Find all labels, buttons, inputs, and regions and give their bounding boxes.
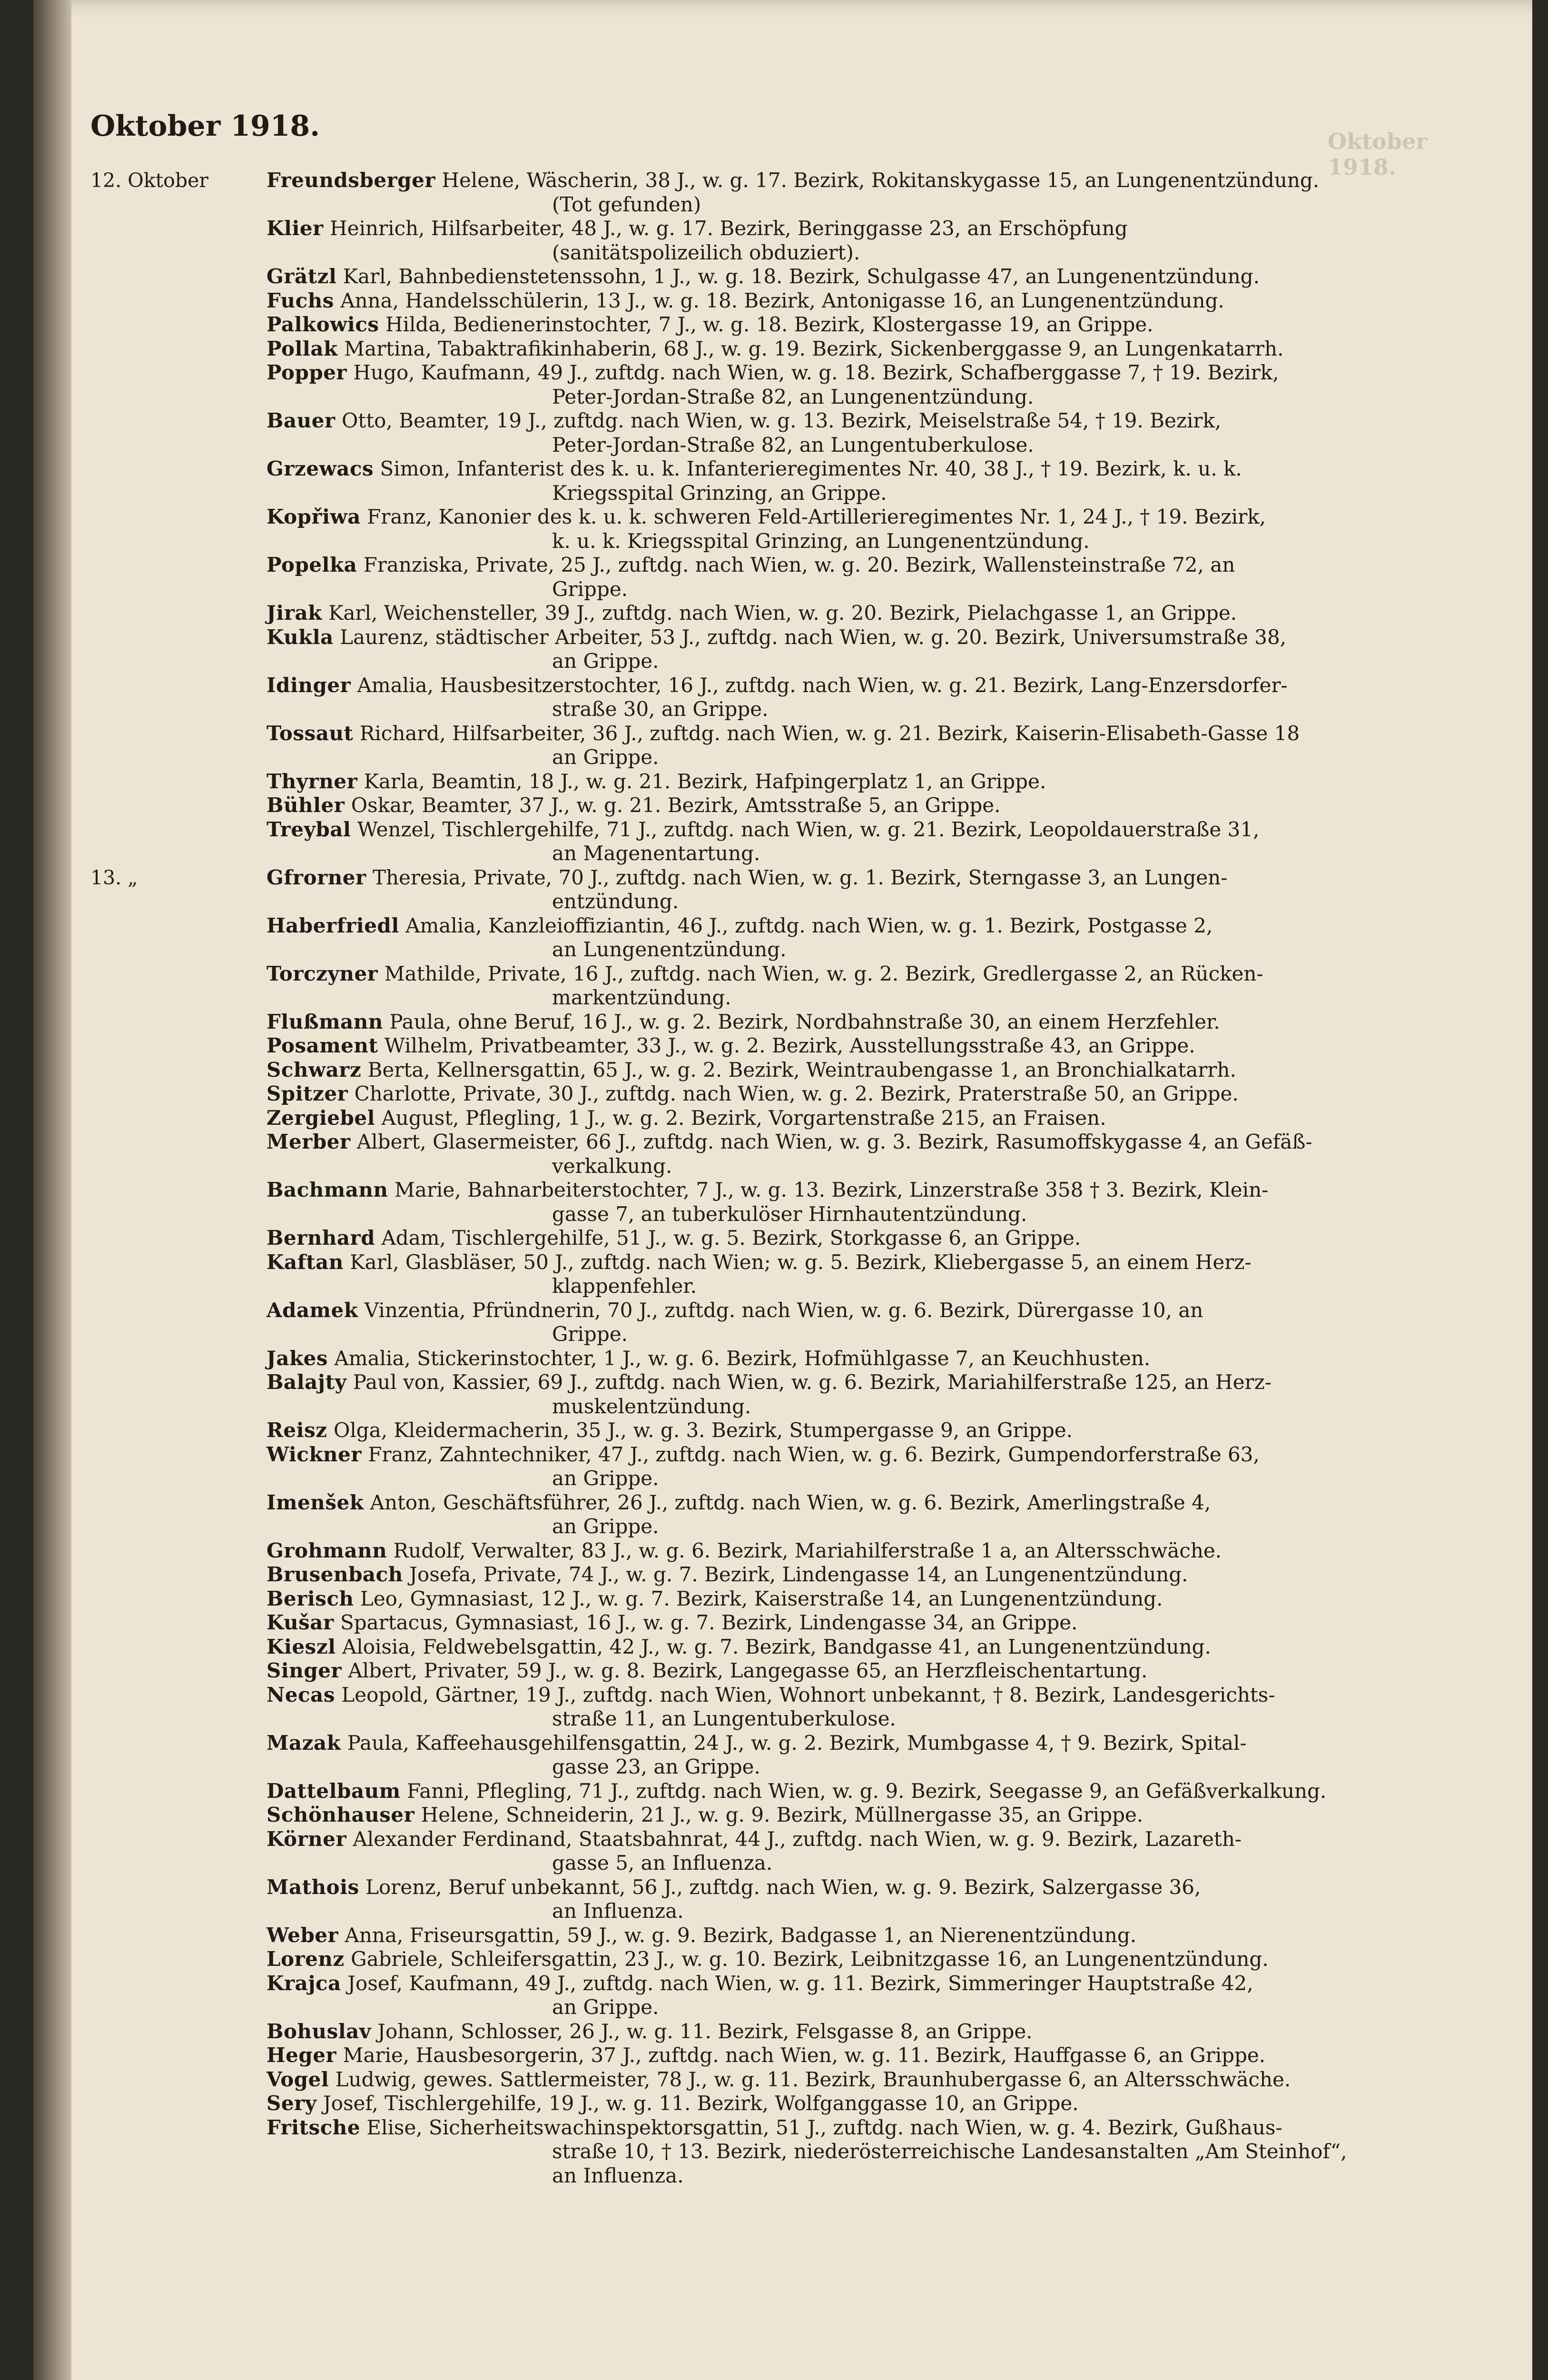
entry-surname: Thyrner (266, 769, 358, 793)
register-entry (90, 1347, 1413, 1371)
entry-surname: Krajca (266, 1971, 341, 1995)
register-entry (90, 2116, 1413, 2188)
entry-surname: Jakes (266, 1346, 328, 1370)
register-entry (90, 1779, 1413, 1804)
register-entry (90, 1058, 1413, 1082)
register-entry (90, 553, 1413, 601)
register-entry (90, 1924, 1413, 1948)
entry-continuation: (Tot gefunden) (552, 192, 701, 216)
entry-text: Berta, Kellnersgattin, 65 J., w. g. 2. Bezirk, Weintraubengasse 1, an Bronchialkatarrh. (367, 1058, 1236, 1081)
entry-text: Aloisia, Feldwebelsgattin, 42 J., w. g. 7. Bezirk, Bandgasse 41, an Lungenentzündung. (342, 1635, 1211, 1658)
entry-surname: Mazak (266, 1731, 341, 1755)
register-entry (90, 409, 1413, 457)
register-entry (90, 1034, 1413, 1058)
entry-text: Albert, Glasermeister, 66 J., zuftdg. nach Wien, w. g. 3. Bezirk, Rasumoffskygasse 4, an Gefäß- (356, 1130, 1312, 1153)
entry-surname: Klier (266, 217, 324, 240)
entry-surname: Spitzer (266, 1082, 348, 1105)
entry-surname: Kieszl (266, 1635, 336, 1658)
book-page (33, 0, 1532, 2380)
register-entry (90, 601, 1413, 625)
entry-text: Vinzentia, Pfründnerin, 70 J., zuftdg. nach Wien, w. g. 6. Bezirk, Dürergasse 10, an (364, 1298, 1203, 1322)
entry-surname: Kaftan (266, 1250, 344, 1274)
entry-surname: Wickner (266, 1442, 362, 1466)
register-entry (90, 818, 1413, 866)
entry-text: Laurenz, städtischer Arbeiter, 53 J., zuftdg. nach Wien, w. g. 20. Bezirk, Universumstraße 38, (340, 625, 1287, 649)
entry-continuation: an Influenza. (552, 2163, 684, 2187)
entry-continuation: Peter-Jordan-Straße 82, an Lungentuberkulose. (552, 433, 1034, 456)
entry-text: Olga, Kleidermacherin, 35 J., w. g. 3. Bezirk, Stumpergasse 9, an Grippe. (333, 1418, 1073, 1442)
entry-text: Karla, Beamtin, 18 J., w. g. 21. Bezirk, Hafpingerplatz 1, an Grippe. (364, 769, 1046, 793)
entry-surname: Berisch (266, 1587, 354, 1610)
register-entry (90, 1947, 1413, 1972)
register-entry (90, 313, 1413, 337)
register-entry (90, 1635, 1413, 1659)
entry-continuation: gasse 7, an tuberkulöser Hirnhautentzündung. (552, 1202, 1027, 1226)
entry-surname: Lorenz (266, 1947, 345, 1971)
register-entry (90, 169, 1413, 217)
register-entry (90, 1659, 1413, 1683)
entry-text: Wilhelm, Privatbeamter, 33 J., w. g. 2. Bezirk, Ausstellungsstraße 43, an Grippe. (384, 1034, 1195, 1057)
entry-text: Charlotte, Private, 30 J., zuftdg. nach Wien, w. g. 2. Bezirk, Praterstraße 50, an Grippe. (354, 1082, 1239, 1105)
entry-continuation: an Grippe. (552, 1515, 659, 1538)
entry-text: Helene, Wäscherin, 38 J., w. g. 17. Bezirk, Rokitanskygasse 15, an Lungenentzündung. (442, 169, 1320, 192)
register-entry (90, 1226, 1413, 1250)
register-entry (90, 866, 1413, 914)
entry-text: Adam, Tischlergehilfe, 51 J., w. g. 5. Bezirk, Storkgasse 6, an Grippe. (381, 1226, 1081, 1250)
page-content (90, 109, 1413, 2188)
entry-text: Josef, Kaufmann, 49 J., zuftdg. nach Wien, w. g. 11. Bezirk, Simmeringer Hauptstraße 42, (347, 1971, 1253, 1995)
register-entry (90, 1130, 1413, 1178)
register-entry (90, 1972, 1413, 2020)
entry-text: Fanni, Pflegling, 71 J., zuftdg. nach Wien, w. g. 9. Bezirk, Seegasse 9, an Gefäßverkalkung. (407, 1779, 1327, 1803)
entry-surname: Kušar (266, 1611, 334, 1634)
entry-text: Leopold, Gärtner, 19 J., zuftdg. nach Wien, Wohnort unbekannt, † 8. Bezirk, Landesgerichts- (341, 1683, 1275, 1706)
entry-text: Otto, Beamter, 19 J., zuftdg. nach Wien, w. g. 13. Bezirk, Meiselstraße 54, † 19. Bezirk, (341, 409, 1222, 432)
register-entry (90, 1491, 1413, 1539)
entry-continuation: an Grippe. (552, 1467, 659, 1490)
register-entry (90, 793, 1413, 818)
register-entry (90, 361, 1413, 409)
register-entry (90, 674, 1413, 722)
entry-surname: Palkowics (266, 313, 379, 336)
entry-continuation: straße 30, an Grippe. (552, 697, 769, 721)
entry-surname: Grohmann (266, 1538, 387, 1562)
entry-continuation: Grippe. (552, 1322, 628, 1346)
register-entry (90, 770, 1413, 794)
entry-text: Karl, Bahnbedienstetenssohn, 1 J., w. g. 18. Bezirk, Schulgasse 47, an Lungenentzündung. (343, 265, 1260, 288)
entry-continuation: an Influenza. (552, 1899, 684, 1923)
entry-text: Anna, Friseursgattin, 59 J., w. g. 9. Bezirk, Badgasse 1, an Nierenentzündung. (345, 1923, 1137, 1947)
entry-text: Hugo, Kaufmann, 49 J., zuftdg. nach Wien, w. g. 18. Bezirk, Schafberggasse 7, † 19. Bezirk, (353, 361, 1279, 384)
entry-surname: Grätzl (266, 265, 337, 288)
entry-surname: Singer (266, 1659, 342, 1682)
entry-continuation: muskelentzündung. (552, 1394, 751, 1418)
entry-text: Alexander Ferdinand, Staatsbahnrat, 44 J., zuftdg. nach Wien, w. g. 9. Bezirk, Lazareth- (353, 1827, 1242, 1851)
entry-text: Paul von, Kassier, 69 J., zuftdg. nach Wien, w. g. 6. Bezirk, Mariahilferstraße 125, an Herz- (353, 1370, 1272, 1394)
entry-text: Albert, Privater, 59 J., w. g. 8. Bezirk, Langegasse 65, an Herzfleischentartung. (348, 1659, 1148, 1682)
entry-text: Karl, Glasbläser, 50 J., zuftdg. nach Wien; w. g. 5. Bezirk, Kliebergasse 5, an einem Herz- (350, 1250, 1252, 1274)
register-entry (90, 2092, 1413, 2116)
entry-text: Rudolf, Verwalter, 83 J., w. g. 6. Bezirk, Mariahilferstraße 1 a, an Altersschwäche. (393, 1538, 1222, 1562)
entry-continuation: Kriegsspital Grinzing, an Grippe. (552, 481, 887, 505)
register-entry (90, 1178, 1413, 1226)
entry-text: Josef, Tischlergehilfe, 19 J., w. g. 11. Bezirk, Wolfganggasse 10, an Grippe. (323, 2092, 1079, 2115)
entry-surname: Körner (266, 1827, 347, 1851)
entry-text: Josefa, Private, 74 J., w. g. 7. Bezirk, Lindengasse 14, an Lungenentzündung. (409, 1563, 1188, 1586)
register-entry (90, 1563, 1413, 1587)
register-entry (90, 1250, 1413, 1299)
entry-surname: Freundsberger (266, 169, 435, 192)
register-entry (90, 1443, 1413, 1491)
entry-text: Franziska, Private, 25 J., zuftdg. nach Wien, w. g. 20. Bezirk, Wallensteinstraße 72, an (363, 553, 1235, 576)
entry-text: Heinrich, Hilfsarbeiter, 48 J., w. g. 17. Bezirk, Beringgasse 23, an Erschöpfung (330, 217, 1128, 240)
entry-text: Marie, Bahnarbeiterstochter, 7 J., w. g. 13. Bezirk, Linzerstraße 358 † 3. Bezirk, Klein- (394, 1178, 1269, 1201)
entry-continuation: an Grippe. (552, 649, 659, 673)
entry-text: Franz, Kanonier des k. u. k. schweren Feld-Artillerieregimentes Nr. 1, 24 J., † 19. Bezirk, (367, 505, 1266, 528)
register-entry (90, 962, 1413, 1010)
entry-surname: Kopřiwa (266, 505, 361, 528)
bleed-through-header: Oktober 1918. (1328, 129, 1428, 180)
entry-continuation: Peter-Jordan-Straße 82, an Lungenentzündung. (552, 385, 1034, 408)
entry-text: Hilda, Bedienerinstochter, 7 J., w. g. 18. Bezirk, Klostergasse 19, an Grippe. (385, 313, 1154, 336)
register-entry (90, 1803, 1413, 1827)
entry-continuation: k. u. k. Kriegsspital Grinzing, an Lungenentzündung. (552, 529, 1090, 553)
register-entry (90, 505, 1413, 553)
entry-date: 12. Oktober (90, 169, 208, 192)
entry-surname: Reisz (266, 1418, 327, 1442)
entry-surname: Heger (266, 2043, 337, 2067)
register-entry (90, 1370, 1413, 1418)
register-entry (90, 217, 1413, 265)
page-gutter-shadow (33, 0, 71, 2380)
entry-surname: Idinger (266, 673, 351, 697)
entry-surname: Torczyner (266, 962, 378, 985)
entry-surname: Schwarz (266, 1058, 362, 1081)
register-entry (90, 1299, 1413, 1347)
entry-surname: Gfrorner (266, 865, 366, 889)
page-header: Oktober 1918. (90, 109, 320, 143)
entry-continuation: gasse 5, an Influenza. (552, 1851, 773, 1874)
register-entry (90, 625, 1413, 674)
entry-surname: Popper (266, 361, 347, 384)
entry-surname: Brusenbach (266, 1563, 403, 1586)
entry-text: Martina, Tabaktrafikinhaberin, 68 J., w. g. 19. Bezirk, Sickenberggasse 9, an Lungenkatarrh. (344, 337, 1284, 360)
entry-surname: Adamek (266, 1298, 358, 1322)
entry-text: Simon, Infanterist des k. u. k. Infanterieregimentes Nr. 40, 38 J., † 19. Bezirk, k. u. k. (380, 457, 1242, 480)
register-entry (90, 1827, 1413, 1875)
entry-surname: Tossaut (266, 721, 354, 745)
entry-surname: Flußmann (266, 1010, 383, 1033)
entry-surname: Grzewacs (266, 457, 374, 480)
entry-continuation: straße 11, an Lungentuberkulose. (552, 1707, 896, 1730)
entry-date: 13. „ (90, 866, 138, 889)
entry-surname: Popelka (266, 553, 357, 576)
entry-continuation: klappenfehler. (552, 1274, 697, 1298)
entry-surname: Dattelbaum (266, 1779, 401, 1803)
entry-surname: Pollak (266, 337, 338, 360)
register-entry (90, 1106, 1413, 1130)
register-entry (90, 1082, 1413, 1106)
register-entry (90, 1010, 1413, 1034)
entry-text: Leo, Gymnasiast, 12 J., w. g. 7. Bezirk, Kaiserstraße 14, an Lungenentzündung. (360, 1587, 1163, 1610)
register-entry (90, 2068, 1413, 2092)
register-entry (90, 1611, 1413, 1635)
entry-surname: Posament (266, 1034, 378, 1057)
entry-continuation: an Grippe. (552, 745, 659, 769)
register-entry (90, 265, 1413, 289)
entry-text: Theresia, Private, 70 J., zuftdg. nach Wien, w. g. 1. Bezirk, Sterngasse 3, an Lungen- (372, 865, 1228, 889)
entry-text: Gabriele, Schleifersgattin, 23 J., w. g. 10. Bezirk, Leibnitzgasse 16, an Lungenentzündung. (351, 1947, 1269, 1971)
entry-text: Oskar, Beamter, 37 J., w. g. 21. Bezirk, Amtsstraße 5, an Grippe. (351, 793, 1001, 817)
register-entry (90, 1418, 1413, 1443)
entry-surname: Haberfriedl (266, 913, 399, 937)
entry-text: Richard, Hilfsarbeiter, 36 J., zuftdg. nach Wien, w. g. 21. Bezirk, Kaiserin-Elisabeth-Gasse 18 (359, 721, 1300, 745)
entry-text: Marie, Hausbesorgerin, 37 J., zuftdg. nach Wien, w. g. 11. Bezirk, Hauffgasse 6, an Grippe. (343, 2043, 1266, 2067)
register-entry (90, 337, 1413, 361)
entry-continuation: verkalkung. (552, 1154, 672, 1178)
entry-text: Amalia, Stickerinstochter, 1 J., w. g. 6. Bezirk, Hofmühlgasse 7, an Keuchhusten. (334, 1346, 1151, 1370)
register-entry (90, 1587, 1413, 1611)
entry-text: Elise, Sicherheitswachinspektorsgattin, 51 J., zuftdg. nach Wien, w. g. 4. Bezirk, Gußhaus- (366, 2115, 1282, 2139)
entry-surname: Necas (266, 1683, 335, 1706)
register-entry (90, 1875, 1413, 1924)
register-entry (90, 457, 1413, 505)
entry-continuation: entzündung. (552, 890, 679, 913)
entry-surname: Mathois (266, 1875, 359, 1899)
entry-surname: Kukla (266, 625, 334, 649)
death-register-list (90, 169, 1413, 2188)
entry-surname: Bühler (266, 793, 345, 817)
entry-text: Karl, Weichensteller, 39 J., zuftdg. nach Wien, w. g. 20. Bezirk, Pielachgasse 1, an Grippe. (328, 601, 1237, 625)
entry-text: Wenzel, Tischlergehilfe, 71 J., zuftdg. nach Wien, w. g. 21. Bezirk, Leopoldauerstraße 31, (357, 817, 1260, 841)
entry-text: Paula, ohne Beruf, 16 J., w. g. 2. Bezirk, Nordbahnstraße 30, an einem Herzfehler. (389, 1010, 1220, 1033)
entry-surname: Merber (266, 1130, 351, 1153)
register-entry (90, 1731, 1413, 1779)
entry-surname: Sery (266, 2092, 317, 2115)
entry-continuation: an Lungenentzündung. (552, 938, 787, 961)
register-entry (90, 2043, 1413, 2068)
entry-continuation: straße 10, † 13. Bezirk, niederösterreichische Landesanstalten „Am Steinhof“, (552, 2140, 1347, 2163)
entry-surname: Vogel (266, 2067, 329, 2091)
entry-text: Spartacus, Gymnasiast, 16 J., w. g. 7. Bezirk, Lindengasse 34, an Grippe. (340, 1611, 1078, 1634)
entry-text: Paula, Kaffeehausgehilfensgattin, 24 J., w. g. 2. Bezirk, Mumbgasse 4, † 9. Bezirk, Spital- (347, 1731, 1247, 1755)
entry-surname: Balajty (266, 1370, 347, 1394)
entry-surname: Bauer (266, 409, 335, 432)
entry-continuation: an Grippe. (552, 1995, 659, 2019)
entry-continuation: an Magenentartung. (552, 842, 760, 865)
entry-continuation: Grippe. (552, 577, 628, 601)
entry-surname: Fuchs (266, 288, 334, 312)
register-entry (90, 2020, 1413, 2044)
entry-surname: Zergiebel (266, 1106, 375, 1130)
entry-text: Franz, Zahntechniker, 47 J., zuftdg. nach Wien, w. g. 6. Bezirk, Gumpendorferstraße 63, (368, 1442, 1260, 1466)
entry-continuation: (sanitätspolizeilich obduziert). (552, 240, 860, 264)
entry-surname: Bohuslav (266, 2019, 371, 2043)
entry-surname: Schönhauser (266, 1803, 415, 1826)
entry-text: Anton, Geschäftsführer, 26 J., zuftdg. nach Wien, w. g. 6. Bezirk, Amerlingstraße 4, (370, 1490, 1211, 1514)
entry-text: August, Pflegling, 1 J., w. g. 2. Bezirk, Vorgartenstraße 215, an Fraisen. (381, 1106, 1106, 1130)
entry-text: Lorenz, Beruf unbekannt, 56 J., zuftdg. nach Wien, w. g. 9. Bezirk, Salzergasse 36, (365, 1875, 1201, 1899)
entry-surname: Treybal (266, 817, 351, 841)
register-entry (90, 914, 1413, 962)
entry-surname: Bernhard (266, 1226, 375, 1250)
entry-text: Johann, Schlosser, 26 J., w. g. 11. Bezirk, Felsgasse 8, an Grippe. (377, 2019, 1033, 2043)
entry-continuation: markentzündung. (552, 986, 731, 1009)
entry-surname: Fritsche (266, 2115, 361, 2139)
register-entry (90, 1539, 1413, 1563)
entry-continuation: gasse 23, an Grippe. (552, 1755, 760, 1778)
register-entry (90, 722, 1413, 770)
entry-surname: Jirak (266, 601, 322, 625)
entry-text: Anna, Handelsschülerin, 13 J., w. g. 18. Bezirk, Antonigasse 16, an Lungenentzündung. (340, 288, 1224, 312)
entry-surname: Bachmann (266, 1178, 388, 1201)
register-entry (90, 289, 1413, 313)
entry-surname: Weber (266, 1923, 339, 1947)
entry-text: Amalia, Kanzleioffiziantin, 46 J., zuftdg. nach Wien, w. g. 1. Bezirk, Postgasse 2, (405, 913, 1213, 937)
entry-text: Helene, Schneiderin, 21 J., w. g. 9. Bezirk, Müllnergasse 35, an Grippe. (421, 1803, 1144, 1826)
entry-text: Amalia, Hausbesitzerstochter, 16 J., zuftdg. nach Wien, w. g. 21. Bezirk, Lang-Enzersdorfer- (357, 673, 1288, 697)
entry-surname: Imenšek (266, 1490, 364, 1514)
entry-text: Mathilde, Private, 16 J., zuftdg. nach Wien, w. g. 2. Bezirk, Gredlergasse 2, an Rücken- (384, 962, 1263, 985)
register-entry (90, 1683, 1413, 1731)
entry-text: Ludwig, gewes. Sattlermeister, 78 J., w. g. 11. Bezirk, Braunhubergasse 6, an Altersschwäche. (335, 2067, 1291, 2091)
